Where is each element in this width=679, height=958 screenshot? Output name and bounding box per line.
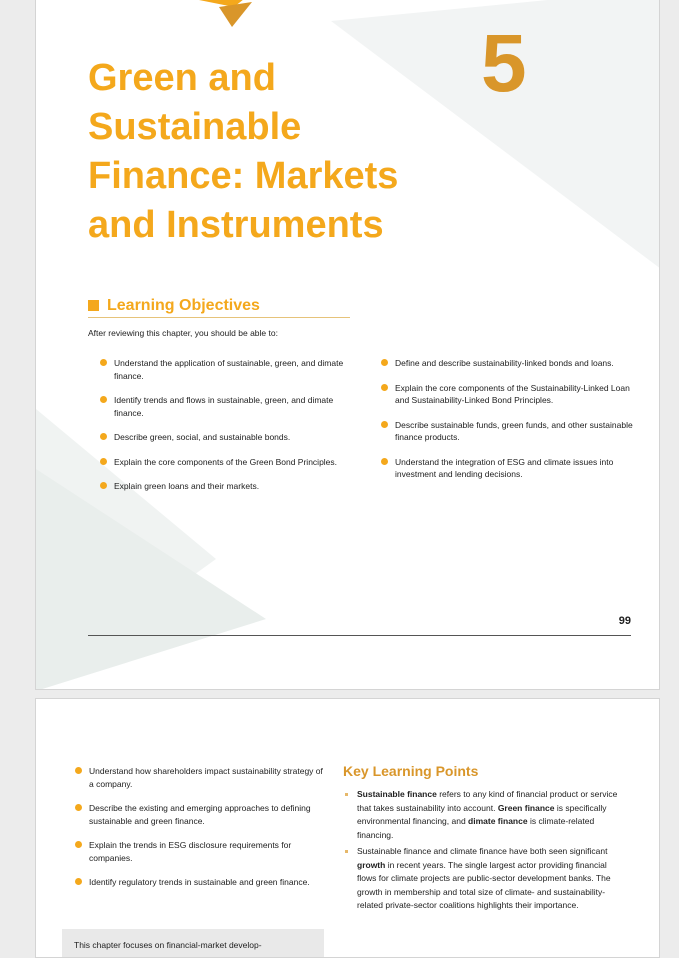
learning-objectives-heading [88,297,350,318]
objective-item [100,456,360,469]
objective-item [100,480,360,493]
key-point [343,788,618,842]
objective-item [381,357,636,370]
bullet-icon [100,458,107,465]
objective-item [381,382,636,407]
objectives-intro: After reviewing this chapter, you should be able to: [88,328,278,338]
key-points-list [343,788,618,916]
objective-item [381,456,636,481]
bullet-icon [381,421,388,428]
objectives-left [100,357,360,505]
objective-text: Explain the trends in ESG disclosure requirements for companies. [89,840,292,863]
objective-text: Explain green loans and their markets. [114,481,260,491]
page-number: 99 [618,615,631,627]
objective-item [75,802,325,827]
text: is specifically environmental financing, and [357,802,607,826]
key-point [343,845,618,913]
bullet-icon [381,458,388,465]
square-bullet-icon [88,300,99,311]
bullet-icon [345,850,348,853]
objective-text: Identify regulatory trends in sustainable and green finance. [89,877,310,887]
box-text: This chapter focuses on financial-market develop- [74,940,262,950]
objectives-right [381,357,636,493]
objective-text: Understand how shareholders impact sustainability strategy of a company. [89,766,323,789]
heading-text: Learning Objectives [107,297,260,314]
objective-text: Understand the application of sustainable, green, and dimate finance. [114,358,344,381]
text: refers to any kind of financial product or service that takes sustainability into account. [357,789,618,813]
objectives-continued [75,765,325,901]
objective-item [75,839,325,864]
bullet-icon [100,359,107,366]
bullet-icon [345,793,348,796]
chapter-intro-box [62,929,324,958]
objective-text: Describe green, social, and sustainable bonds. [114,432,291,442]
objective-item [100,394,360,419]
page-100 [35,698,660,958]
logo-icon [164,0,254,27]
bullet-icon [381,359,388,366]
objective-text: Describe sustainable funds, green funds, and other sustainable finance products. [395,419,633,442]
objective-item [381,419,636,444]
term: dimate finance [468,816,528,826]
objective-text: Explain the core components of the Green Bond Principles. [114,456,338,467]
chapter-title: Green and Sustainable Finance: Markets and Instruments [88,57,399,246]
footer-rule [88,635,631,636]
bullet-icon [75,878,82,885]
bullet-icon [100,396,107,403]
term: growth [357,859,386,870]
objective-item [100,431,360,444]
key-learning-points-heading: Key Learning Points [343,763,479,779]
bullet-icon [100,482,107,489]
objective-text: Describe the existing and emerging approaches to defining sustainable and green finance. [89,803,311,826]
term: Sustainable finance [357,789,437,799]
bullet-icon [100,433,107,440]
objective-item [75,765,325,790]
bullet-icon [75,767,82,774]
bullet-icon [381,384,388,391]
objective-item [75,876,325,889]
objective-text: Identify trends and flows in sustainable, green, and dimate finance. [114,395,334,418]
page-99 [35,0,660,690]
text: in recent years. The single largest actor providing financial flows for climate projects are public-sector development banks. The growth in membership and total size of climate- and sustainability-related private-sector coalitions highlights their importance. [357,859,611,910]
text: is climate-related financing. [357,816,595,840]
objective-text: Explain the core components of the Sustainability-Linked Loan and Sustainability-Linked Bond Principles. [395,382,630,405]
chapter-number: 5 [481,18,527,109]
objective-text: Understand the integration of ESG and climate issues into investment and lending decisions. [395,456,614,479]
term: Green finance [497,802,555,813]
bullet-icon [75,804,82,811]
text: Sustainable finance and climate finance have both seen significant [357,846,608,856]
bullet-icon [75,841,82,848]
objective-item [100,357,360,382]
objective-text: Define and describe sustainability-linked bonds and loans. [395,358,614,368]
